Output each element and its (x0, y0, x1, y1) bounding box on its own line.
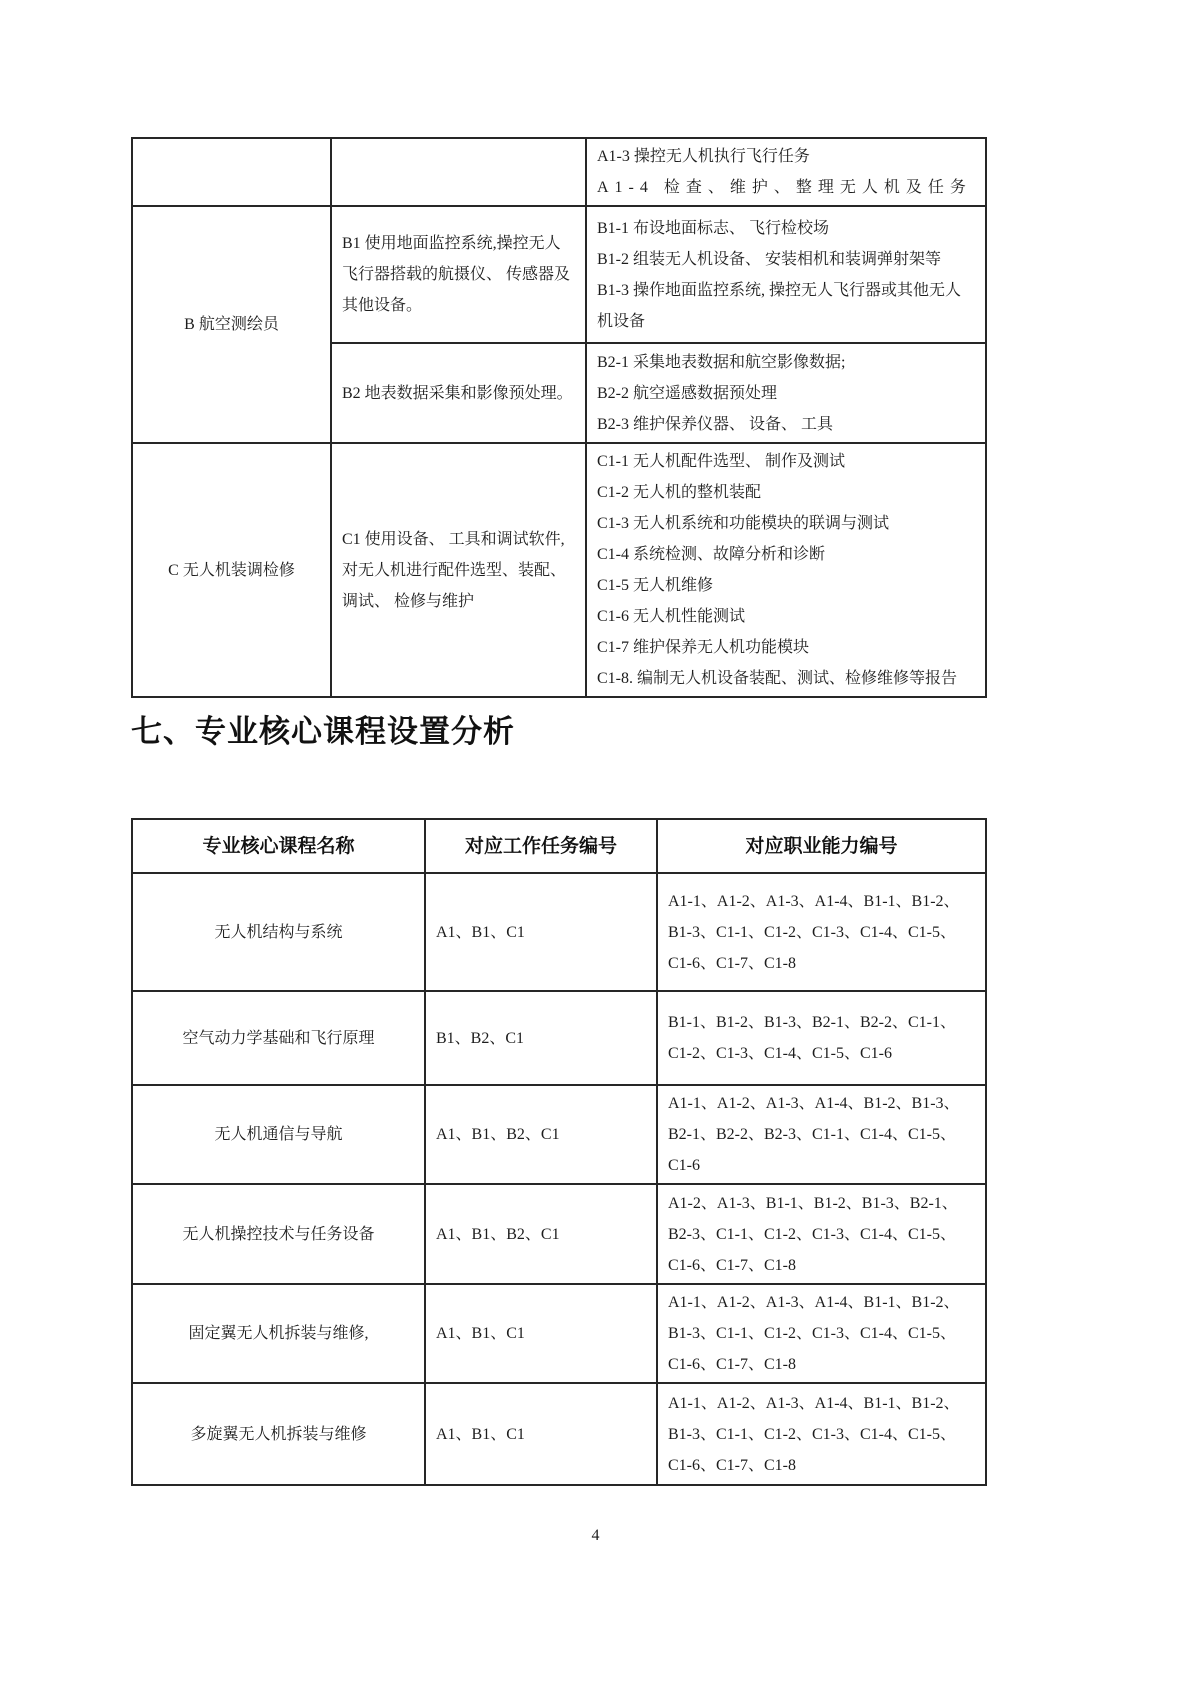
ability-line: B1-2 组装无人机设备、 安装相机和装调弹射架等 (597, 250, 942, 268)
ability-codes-cell: A1-1、A1-2、A1-3、A1-4、B1-1、B1-2、B1-3、C1-1、C1-2、C1-3、C1-4、C1-5、C1-6、C1-7、C1-8 (657, 1284, 986, 1383)
ability-cell (586, 443, 986, 697)
ability-line: C1-4 系统检测、故障分析和诊断 (597, 546, 826, 563)
work-task-table (131, 137, 987, 698)
task-codes-cell: A1、B1、C1 (425, 873, 657, 991)
ability-line: B1-3 操作地面监控系统, 操控无人飞行器或其他无人机设备 (597, 281, 962, 330)
ability-codes-cell: A1-1、A1-2、A1-3、A1-4、B1-1、B1-2、B1-3、C1-1、C1-2、C1-3、C1-4、C1-5、C1-6、C1-7、C1-8 (657, 873, 986, 991)
task-codes-cell: A1、B1、C1 (425, 1383, 657, 1485)
ability-line: A1-3 操控无人机执行飞行任务 (597, 148, 810, 165)
task-codes-cell: A1、B1、B2、C1 (425, 1085, 657, 1184)
ability-line: A1-4 检查、维护、整理无人机及任务 (597, 179, 972, 196)
ability-line: C1-3 无人机系统和功能模块的联调与测试 (597, 515, 890, 532)
course-name-cell: 固定翼无人机拆装与维修, (132, 1284, 425, 1383)
ability-codes-cell: A1-1、A1-2、A1-3、A1-4、B1-1、B1-2、B1-3、C1-1、C1-2、C1-3、C1-4、C1-5、C1-6、C1-7、C1-8 (657, 1383, 986, 1485)
course-name-cell: 无人机结构与系统 (132, 873, 425, 991)
ability-line: B2-3 维护保养仪器、 设备、 工具 (597, 415, 834, 433)
course-row (132, 873, 986, 991)
course-row (132, 1383, 986, 1485)
header-course-name: 专业核心课程名称 (132, 819, 425, 873)
task-codes-cell: A1、B1、C1 (425, 1284, 657, 1383)
ability-line: B1-1 布设地面标志、 飞行检校场 (597, 219, 830, 237)
course-name-cell: 无人机操控技术与任务设备 (132, 1184, 425, 1284)
role-cell-c: C 无人机装调检修 (132, 443, 331, 697)
task-cell-b1: B1 使用地面监控系统,操控无人飞行器搭载的航摄仪、 传感器及其他设备。 (331, 206, 586, 343)
ability-codes-cell: B1-1、B1-2、B1-3、B2-1、B2-2、C1-1、C1-2、C1-3、C1-4、C1-5、C1-6 (657, 991, 986, 1085)
ability-line: C1-1 无人机配件选型、 制作及测试 (597, 453, 846, 470)
task-cell-c1: C1 使用设备、 工具和调试软件, 对无人机进行配件选型、装配、 调试、 检修与维护 (331, 443, 586, 697)
course-row (132, 991, 986, 1085)
role-cell-b: B 航空测绘员 (132, 206, 331, 443)
table-row-a (132, 138, 986, 206)
ability-line: C1-2 无人机的整机装配 (597, 484, 762, 501)
course-name-cell: 多旋翼无人机拆装与维修 (132, 1383, 425, 1485)
course-row (132, 1085, 986, 1184)
table-row-b1 (132, 206, 986, 343)
course-name-cell: 无人机通信与导航 (132, 1085, 425, 1184)
task-cell-empty (331, 138, 586, 206)
ability-line: C1-7 维护保养无人机功能模块 (597, 639, 810, 656)
page-number: 4 (591, 1527, 600, 1544)
ability-line: B2-1 采集地表数据和航空影像数据; (597, 353, 846, 371)
header-row (132, 819, 986, 873)
course-row (132, 1184, 986, 1284)
course-name-cell: 空气动力学基础和飞行原理 (132, 991, 425, 1085)
section-heading: 七、专业核心课程设置分析 (131, 714, 515, 749)
header-ability-codes: 对应职业能力编号 (657, 819, 986, 873)
ability-cell (586, 343, 986, 443)
ability-codes-cell: A1-1、A1-2、A1-3、A1-4、B1-2、B1-3、B2-1、B2-2、B2-3、C1-1、C1-4、C1-5、C1-6 (657, 1085, 986, 1184)
core-course-table (131, 818, 987, 1486)
table-row-c (132, 443, 986, 697)
role-cell-empty (132, 138, 331, 206)
course-row (132, 1284, 986, 1383)
ability-line: C1-6 无人机性能测试 (597, 608, 746, 625)
task-cell-b2: B2 地表数据采集和影像预处理。 (331, 343, 586, 443)
ability-line: C1-8. 编制无人机设备装配、测试、检修维修等报告 (597, 670, 958, 687)
task-codes-cell: A1、B1、B2、C1 (425, 1184, 657, 1284)
task-codes-cell: B1、B2、C1 (425, 991, 657, 1085)
header-task-codes: 对应工作任务编号 (425, 819, 657, 873)
ability-line: C1-5 无人机维修 (597, 577, 714, 594)
ability-line: B2-2 航空遥感数据预处理 (597, 384, 778, 402)
ability-cell (586, 206, 986, 343)
ability-codes-cell: A1-2、A1-3、B1-1、B1-2、B1-3、B2-1、B2-3、C1-1、C1-2、C1-3、C1-4、C1-5、C1-6、C1-7、C1-8 (657, 1184, 986, 1284)
ability-cell (586, 138, 986, 206)
